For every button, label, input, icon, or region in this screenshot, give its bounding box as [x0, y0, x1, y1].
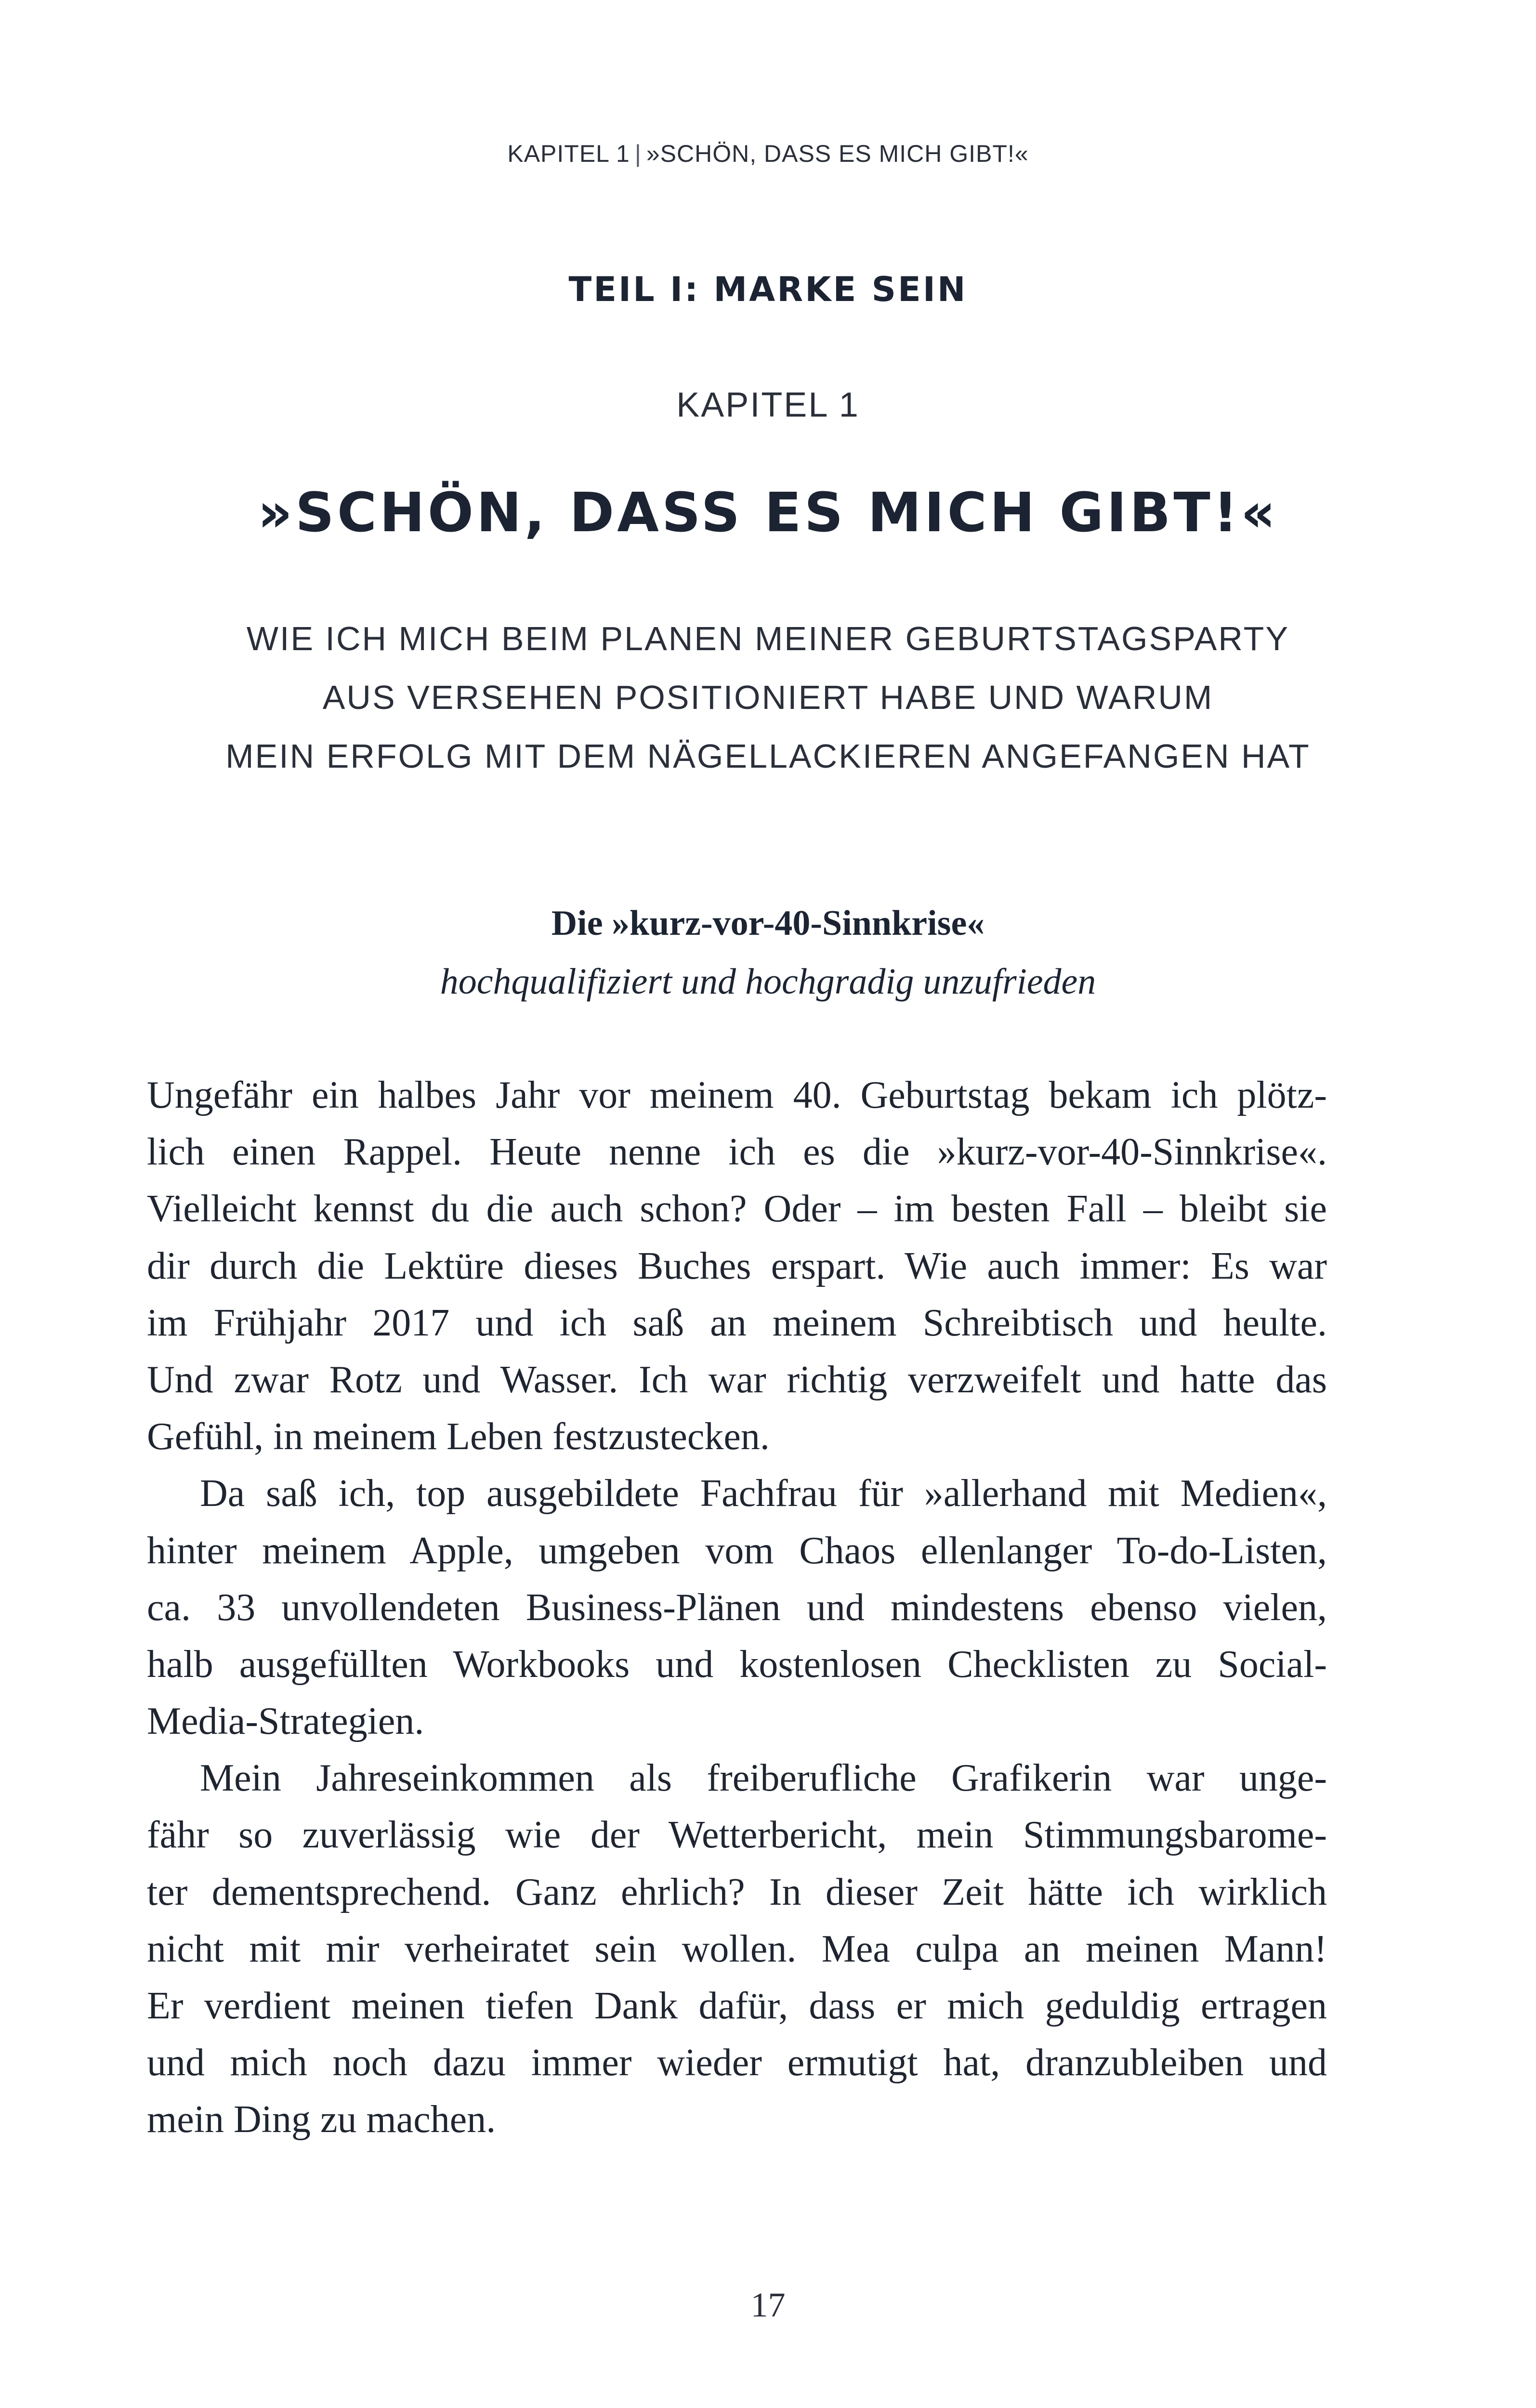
text-line: Media-Strategien. [147, 1700, 424, 1743]
text-line: hinter meinem Apple, umgeben vom Chaos ellenlanger To-do-Listen, [147, 1529, 1327, 1572]
text-line: nicht mit mir verheiratet sein wollen. Mea culpa an meinen Mann! [147, 1927, 1327, 1970]
text-line: ter dementsprechend. Ganz ehrlich? In dieser Zeit hätte ich wirklich [147, 1871, 1327, 1913]
chapter-label: KAPITEL 1 [676, 386, 860, 424]
chapter-subtitle-line: WIE ICH MICH BEIM PLANEN MEINER GEBURTSTAGSPARTY [246, 620, 1290, 657]
running-header-separator: | [634, 140, 642, 167]
section-heading: Die »kurz-vor-40-Sinnkrise« [551, 903, 985, 943]
running-header-chapter: KAPITEL 1 [507, 140, 630, 167]
text-line: mein Ding zu machen. [147, 2098, 496, 2141]
text-line: Da saß ich, top ausgebildete Fachfrau für »allerhand mit Medien«, [200, 1472, 1327, 1515]
text-line: halb ausgefüllten Workbooks und kostenlosen Checklisten zu Social- [147, 1643, 1327, 1686]
part-title: TEIL I: MARKE SEIN [568, 270, 968, 309]
text-line: ca. 33 unvollendeten Business-Plänen und mindestens ebenso vielen, [147, 1586, 1327, 1629]
chapter-title: »SCHÖN, DASS ES MICH GIBT!« [257, 482, 1279, 544]
text-line: Ungefähr ein halbes Jahr vor meinem 40. Geburtstag bekam ich plötz- [147, 1074, 1327, 1116]
text-line: Mein Jahreseinkommen als freiberufliche Grafikerin war unge- [200, 1757, 1327, 1800]
paragraph [147, 1067, 1327, 1465]
chapter-subtitle-line: MEIN ERFOLG MIT DEM NÄGELLACKIEREN ANGEFANGEN HAT [225, 737, 1311, 775]
paragraph [147, 1750, 1327, 2148]
running-header [0, 140, 1536, 168]
text-line: Gefühl, in meinem Leben festzustecken. [147, 1415, 770, 1458]
body-text [147, 1067, 1327, 2148]
text-line: im Frühjahr 2017 und ich saß an meinem Schreibtisch und heulte. [147, 1301, 1327, 1344]
running-header-title: »SCHÖN, DASS ES MICH GIBT!« [646, 140, 1029, 167]
page-number: 17 [750, 2286, 786, 2324]
section-subheading: hochqualifiziert und hochgradig unzufrieden [440, 961, 1096, 1002]
paragraph [147, 1465, 1327, 1750]
text-line: Und zwar Rotz und Wasser. Ich war richtig verzweifelt und hatte das [147, 1358, 1327, 1401]
text-line: und mich noch dazu immer wieder ermutigt hat, dranzubleiben und [147, 2042, 1327, 2084]
text-line: Vielleicht kennst du die auch schon? Oder – im besten Fall – bleibt sie [147, 1188, 1327, 1230]
chapter-subtitle [0, 609, 1536, 785]
text-line: dir durch die Lektüre dieses Buches erspart. Wie auch immer: Es war [147, 1244, 1327, 1287]
text-line: fähr so zuverlässig wie der Wetterbericht, mein Stimmungsbarome- [147, 1814, 1327, 1857]
text-line: Er verdient meinen tiefen Dank dafür, dass er mich geduldig ertragen [147, 1985, 1327, 2027]
text-line: lich einen Rappel. Heute nenne ich es die »kurz-vor-40-Sinnkrise«. [147, 1131, 1327, 1174]
chapter-subtitle-line: AUS VERSEHEN POSITIONIERT HABE UND WARUM [322, 679, 1214, 716]
